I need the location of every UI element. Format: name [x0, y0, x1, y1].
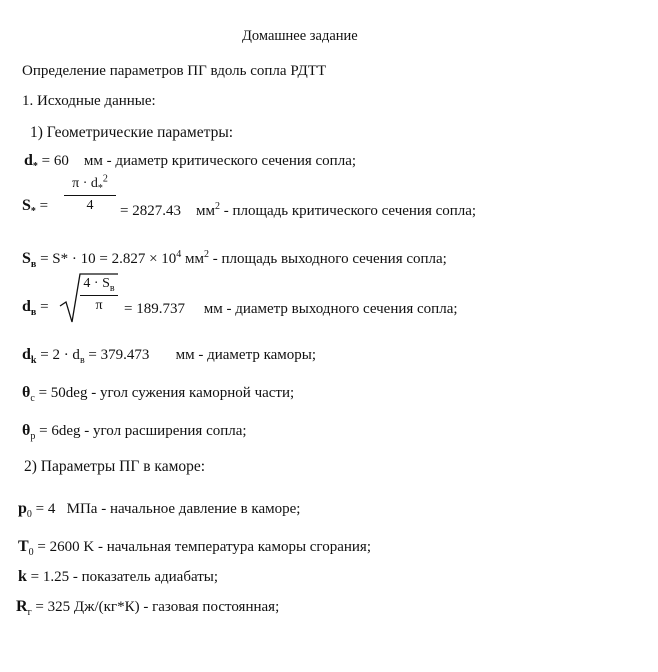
formula-d-chamber: $d_k = 2 \cdot d_в = 379.473$ мм - диаметр каморы; [22, 346, 317, 366]
formula-s-crit-fraction: $\pi \cdot d_*^2$ 4 [64, 176, 116, 214]
section-initial-data: 1. Исходные данные: [22, 93, 156, 109]
formula-s-crit-rhs: = 2827.43 $мм^2$ - площадь критического сечения сопла; [120, 201, 477, 219]
page-title: Домашнее задание [242, 28, 358, 44]
formula-d-crit: $d_* = 60$ мм - диаметр критического сечения сопла; [24, 152, 357, 172]
formula-d-exit-rhs: = 189.737 мм - диаметр выходного сечения сопла; [124, 301, 458, 317]
formula-p0: $p_0 = 4$ МПа - начальное давление в каморе; [18, 500, 301, 520]
formula-d-exit-lhs: $d_в$ = [22, 298, 49, 318]
subsection-geometry: 1) Геометрические параметры: [30, 124, 234, 141]
formula-s-crit-lhs: $S_*$ = [22, 197, 49, 217]
formula-k: k = 1.25 - показатель адиабаты; [18, 568, 219, 585]
subsection-chamber: 2) Параметры ПГ в каморе: [24, 458, 206, 475]
formula-t0: $T_0 = 2600$ K - начальная температура каморы сгорания; [18, 538, 371, 558]
formula-theta-p: $\theta_p = 6deg$ - угол расширения сопла; [22, 422, 247, 442]
formula-d-exit-fraction: $4 \cdot S_в$ π [80, 276, 118, 314]
formula-theta-c: $\theta_c = 50deg$ - угол сужения каморной части; [22, 384, 295, 404]
formula-s-exit: $S_в = S* \cdot 10 = 2.827 \times 10^4$ $мм^2$ - площадь выходного сечения сопла; [22, 249, 447, 270]
doc-heading: Определение параметров ПГ вдоль сопла РДТТ [22, 63, 327, 79]
formula-rg: $R_г = 325$ Дж/(кг*К) - газовая постоянная; [16, 598, 280, 618]
